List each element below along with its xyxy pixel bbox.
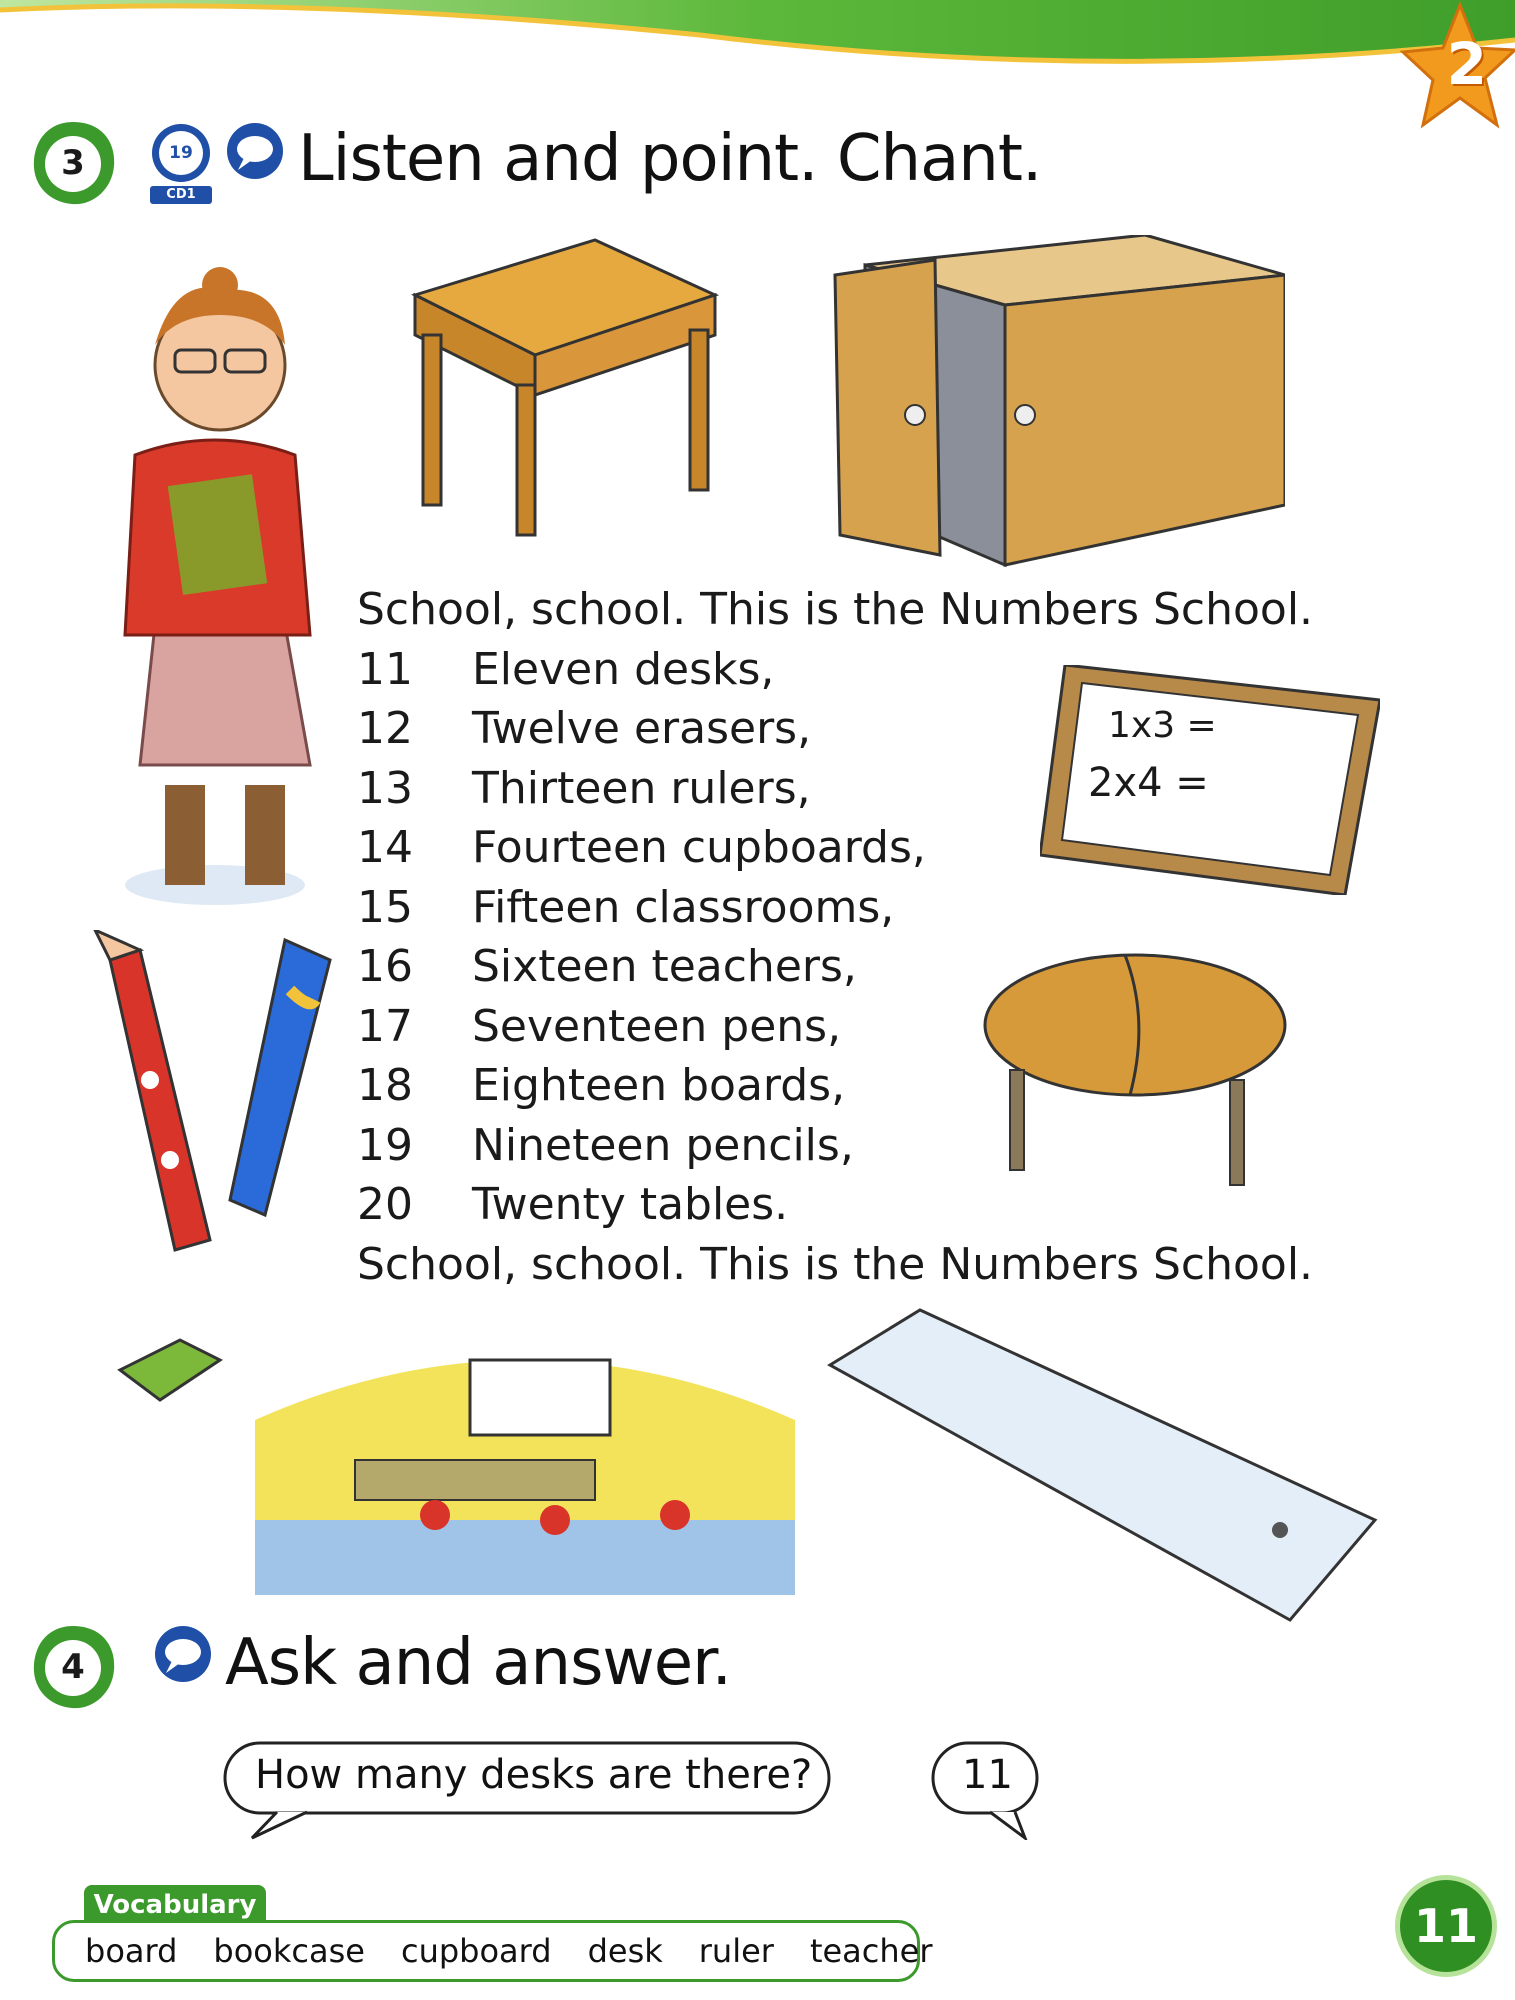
- chant-line-text: Eighteen boards,: [472, 1060, 846, 1111]
- vocabulary-word: cupboard: [400, 1932, 552, 1970]
- chant-line-text: Eleven desks,: [472, 643, 775, 695]
- chant-line-text: Fifteen classrooms,: [472, 881, 895, 933]
- top-decorative-band: [0, 0, 1515, 70]
- board-illustration: [1040, 665, 1380, 895]
- ruler-illustration: [820, 1305, 1380, 1635]
- cd-track-number: 19: [169, 143, 193, 163]
- classroom-illustration: [255, 1320, 795, 1595]
- speech-bubble-icon: [150, 1625, 216, 1687]
- chant-line-text: Thirteen rulers,: [472, 762, 811, 814]
- chant-line-text: Twenty tables.: [472, 1179, 789, 1230]
- chant-line-number: 19: [357, 1119, 413, 1171]
- question-text: How many desks are there?: [255, 1752, 813, 1798]
- cupboard-illustration: [825, 235, 1285, 575]
- speech-bubble-icon: [222, 122, 288, 184]
- vocabulary-label: Vocabulary: [84, 1885, 266, 1925]
- vocabulary-word: bookcase: [213, 1932, 365, 1970]
- activity-4-number: 4: [61, 1647, 85, 1687]
- activity-3-badge: [28, 118, 118, 208]
- vocabulary-word: ruler: [698, 1932, 774, 1970]
- vocabulary-word: board: [85, 1932, 178, 1970]
- chant-line-number: 20: [357, 1179, 413, 1230]
- chant-outro: School, school. This is the Numbers School.: [357, 1238, 1314, 1290]
- activity-4-title: Ask and answer.: [225, 1626, 731, 1700]
- pencil-and-pen-illustration: [90, 930, 340, 1270]
- board-line-1: 1x3 =: [1108, 705, 1217, 746]
- chant-line-text: Sixteen teachers,: [472, 941, 857, 992]
- table-illustration: [980, 950, 1300, 1190]
- activity-4-badge: [28, 1622, 118, 1712]
- desk-illustration: [405, 235, 725, 545]
- activity-3-title: Listen and point. Chant.: [298, 122, 1042, 196]
- chant-line-number: 18: [357, 1060, 413, 1111]
- page-number: 11: [1400, 1880, 1492, 1972]
- vocabulary-word: desk: [587, 1932, 663, 1970]
- chant-line-text: Fourteen cupboards,: [472, 822, 926, 873]
- chant-line-text: Seventeen pens,: [472, 1000, 842, 1052]
- unit-star-icon: [1365, 0, 1515, 140]
- eraser-illustration: [110, 1330, 230, 1410]
- chant-line-number: 11: [357, 643, 413, 695]
- chant-line-number: 15: [357, 881, 413, 933]
- answer-text: 11: [962, 1752, 1013, 1798]
- vocabulary-word: teacher: [809, 1932, 933, 1970]
- chant-line-number: 14: [357, 822, 413, 873]
- chant-line-number: 12: [357, 703, 413, 754]
- activity-3-number: 3: [61, 143, 85, 183]
- teacher-illustration: [95, 245, 335, 915]
- chant-line-number: 13: [357, 762, 413, 814]
- chant-line-number: 16: [357, 941, 413, 992]
- chant-line-text: Nineteen pencils,: [472, 1119, 854, 1171]
- board-line-2: 2x4 =: [1088, 760, 1209, 806]
- vocabulary-list: [52, 1920, 933, 1982]
- chant-intro: School, school. This is the Numbers School.: [357, 584, 1314, 635]
- unit-number: 2: [1446, 30, 1487, 98]
- chant-line-text: Twelve erasers,: [472, 703, 812, 754]
- cd-label: CD1: [150, 186, 212, 204]
- chant-line-number: 17: [357, 1000, 413, 1052]
- cd-audio-icon[interactable]: [150, 122, 212, 206]
